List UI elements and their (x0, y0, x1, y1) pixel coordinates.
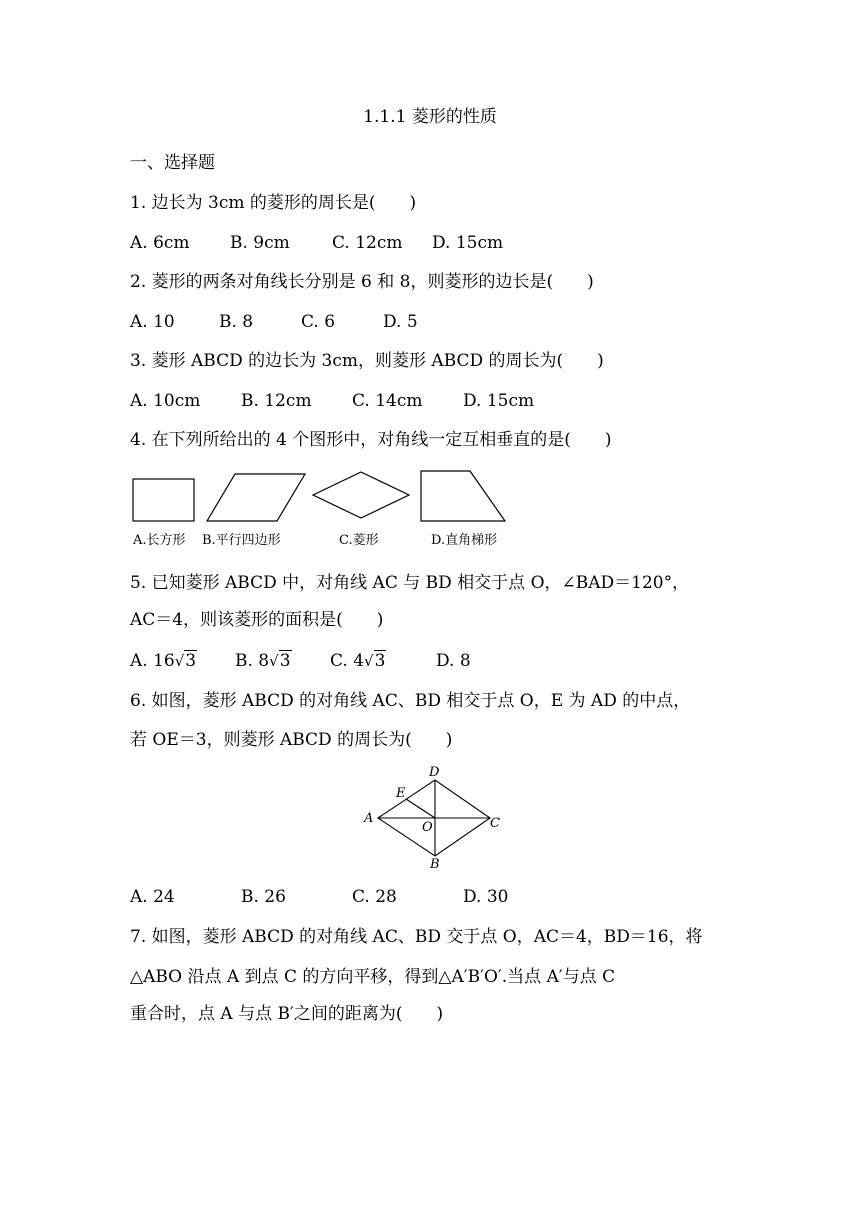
segment-oe (406, 799, 435, 818)
question-2-stem: 2. 菱形的两条对角线长分别是 6 和 8，则菱形的边长是( ) (130, 272, 594, 292)
option-b: B. 12cm (241, 391, 312, 411)
option-c: C. 28 (352, 887, 397, 907)
option-b: B. 9cm (230, 233, 290, 253)
rectangle-figure (133, 479, 194, 521)
option-a: A. 10cm (130, 391, 201, 411)
option-a: A. 10 (130, 312, 175, 332)
point-label-o: O (422, 820, 433, 835)
point-label-d: D (429, 765, 440, 780)
question-4-figures (125, 465, 525, 555)
option-a: A. 24 (130, 887, 175, 907)
figure-label-a: A.长方形 (133, 533, 186, 548)
option-c: C. 14cm (352, 391, 423, 411)
option-d: D. 15cm (432, 233, 504, 253)
question-6-figure (360, 764, 510, 872)
option-a: A. 6cm (130, 233, 190, 253)
question-7-stem-line-3: 重合时，点 A 与点 B′之间的距离为( ) (130, 1004, 444, 1024)
option-a: A. 16√3 (130, 651, 197, 671)
question-5-stem-line-2: AC＝4，则该菱形的面积是( ) (130, 610, 384, 630)
point-label-c: C (490, 816, 500, 831)
point-label-e: E (396, 786, 406, 801)
question-2-options (130, 311, 418, 333)
question-4-stem: 4. 在下列所给出的 4 个图形中，对角线一定互相垂直的是( ) (130, 430, 612, 450)
figure-label-d: D.直角梯形 (431, 533, 498, 548)
figure-label-c: C.菱形 (339, 533, 379, 548)
page-title: 1.1.1 菱形的性质 (363, 107, 497, 127)
right-trapezoid-figure (421, 471, 505, 521)
figure-label-b: B.平行四边形 (202, 533, 281, 548)
option-d: D. 15cm (463, 391, 535, 411)
option-d: D. 5 (383, 312, 418, 332)
option-b: B. 8√3 (235, 651, 291, 671)
parallelogram-figure (207, 474, 305, 521)
option-c: C. 12cm (332, 233, 403, 253)
point-label-a: A (364, 811, 374, 826)
question-6-options (130, 886, 508, 908)
point-label-b: B (430, 857, 440, 872)
question-1-stem: 1. 边长为 3cm 的菱形的周长是( ) (130, 193, 417, 213)
option-b: B. 26 (241, 887, 286, 907)
question-5-options (130, 650, 471, 672)
question-5-stem-line-1: 5. 已知菱形 ABCD 中，对角线 AC 与 BD 相交于点 O，∠BAD＝120°， (130, 573, 690, 593)
question-3-stem: 3. 菱形 ABCD 的边长为 3cm，则菱形 ABCD 的周长为( ) (130, 351, 604, 371)
option-c: C. 4√3 (330, 651, 386, 671)
rhombus-figure (313, 472, 409, 518)
question-7-stem-line-1: 7. 如图，菱形 ABCD 的对角线 AC、BD 交于点 O，AC＝4，BD＝16，将 (130, 927, 703, 947)
question-7-stem-line-2: △ABO 沿点 A 到点 C 的方向平移，得到△A′B′O′.当点 A′与点 C (130, 967, 616, 987)
option-d: D. 8 (436, 651, 471, 671)
option-d: D. 30 (463, 887, 509, 907)
section-heading: 一、选择题 (130, 153, 215, 173)
question-3-options (130, 390, 534, 412)
option-c: C. 6 (301, 312, 336, 332)
question-6-stem-line-1: 6. 如图，菱形 ABCD 的对角线 AC、BD 相交于点 O，E 为 AD 的中点， (130, 691, 691, 711)
question-1-options (130, 232, 503, 254)
question-6-stem-line-2: 若 OE＝3，则菱形 ABCD 的周长为( ) (130, 730, 453, 750)
option-b: B. 8 (219, 312, 254, 332)
